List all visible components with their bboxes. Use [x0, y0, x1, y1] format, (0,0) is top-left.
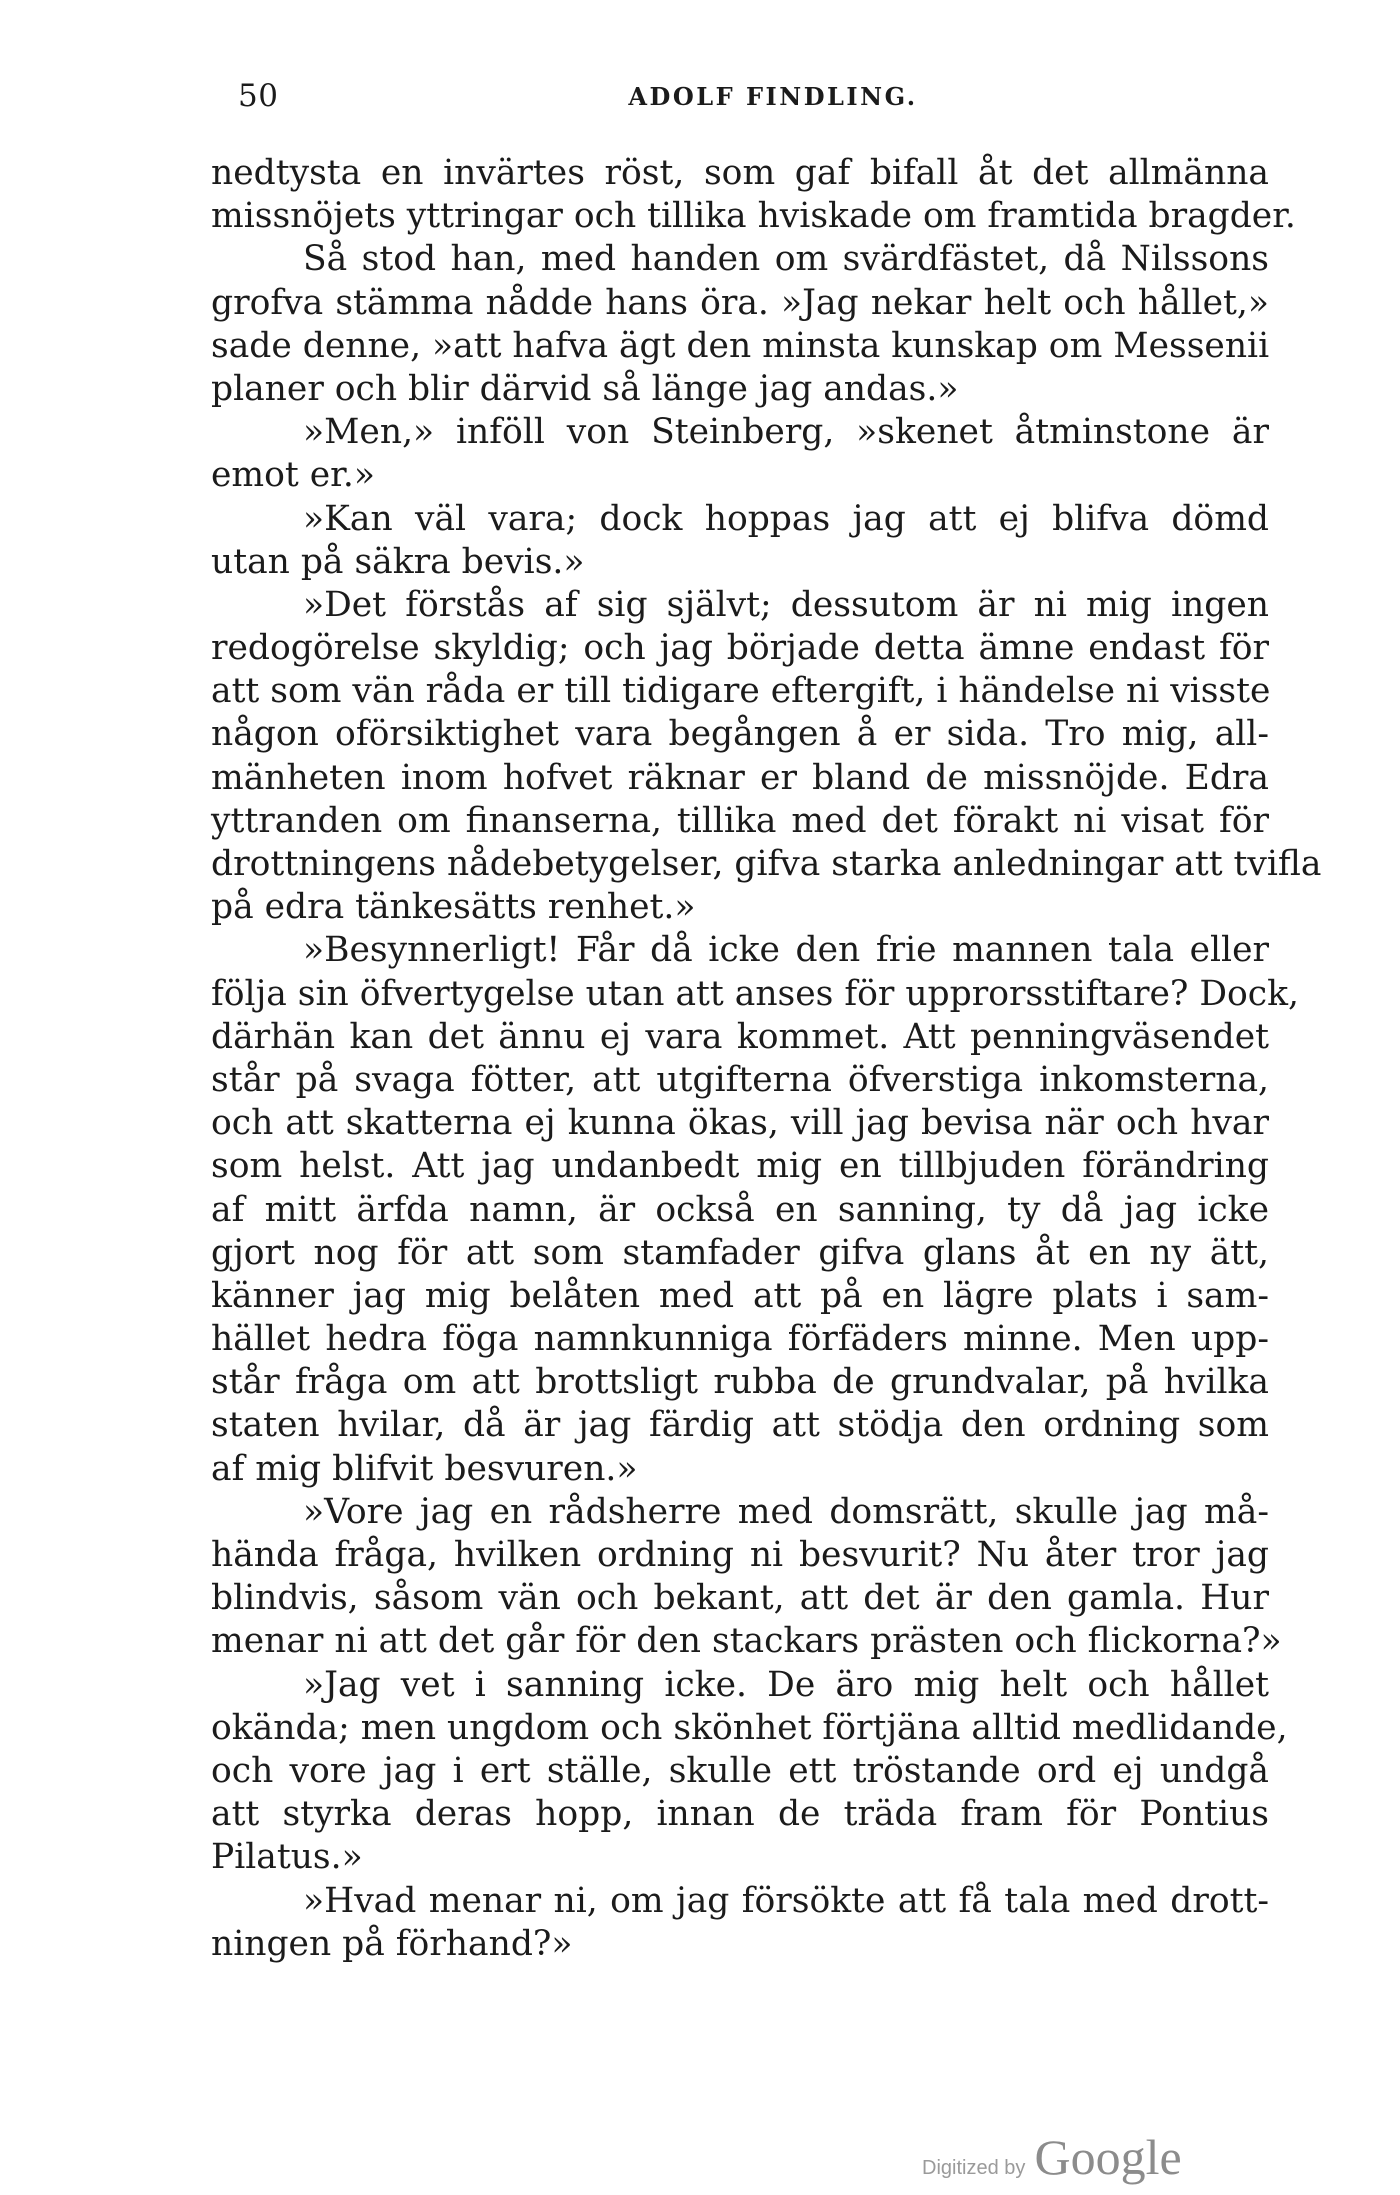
- text-line: planer och blir därvid så länge jag andas.»: [211, 368, 959, 409]
- text-line: »Men,» inföll von Steinberg, »skenet åtminstone är: [303, 412, 1269, 453]
- text-line: hället hedra föga namnkunniga förfäders minne. Men upp-: [211, 1319, 1269, 1360]
- text-line: »Hvad menar ni, om jag försökte att få tala med drott-: [303, 1880, 1269, 1921]
- text-line: missnöjets yttringar och tillika hviskade om framtida bragder.: [211, 196, 1296, 237]
- text-line: emot er.»: [211, 455, 375, 496]
- text-line: mänheten inom hofvet räknar er bland de missnöjde. Edra: [211, 757, 1269, 798]
- text-line: som helst. Att jag undanbedt mig en tillbjuden förändring: [211, 1146, 1269, 1187]
- text-line: att styrka deras hopp, innan de träda fram för Pontius: [211, 1794, 1269, 1835]
- text-line: yttranden om finanserna, tillika med det förakt ni visat för: [211, 800, 1269, 841]
- text-line: grofva stämma nådde hans öra. »Jag nekar helt och hållet,»: [211, 282, 1269, 323]
- text-line: »Kan väl vara; dock hoppas jag att ej blifva dömd: [303, 498, 1269, 539]
- text-line: okända; men ungdom och skönhet förtjäna alltid medlidande,: [211, 1707, 1288, 1748]
- running-title: ADOLF FINDLING.: [628, 82, 918, 111]
- text-line: på edra tänkesätts renhet.»: [211, 887, 696, 928]
- text-line: af mitt ärfda namn, är också en sanning, ty då jag icke: [211, 1189, 1269, 1230]
- text-line: drottningens nådebetygelser, gifva starka anledningar att tvifla: [211, 844, 1322, 884]
- text-line: »Besynnerligt! Får då icke den frie mannen tala eller: [303, 930, 1269, 971]
- google-logo: Google: [1034, 2129, 1182, 2185]
- text-line: utan på säkra bevis.»: [211, 541, 585, 582]
- text-line: och vore jag i ert ställe, skulle ett tröstande ord ej undgå: [211, 1750, 1269, 1791]
- text-line: Så stod han, med handen om svärdfästet, då Nilssons: [303, 239, 1269, 280]
- body-text: [211, 152, 1322, 1966]
- running-head: [238, 78, 1268, 128]
- digitized-by-label: Digitized by: [922, 2157, 1026, 2179]
- text-line: nedtysta en invärtes röst, som gaf bifall åt det allmänna: [211, 153, 1269, 193]
- text-line: följa sin öfvertygelse utan att anses för upprorsstiftare? Dock,: [211, 973, 1299, 1014]
- text-line: att som vän råda er till tidigare eftergift, i händelse ni visste: [211, 671, 1271, 712]
- text-line: redogörelse skyldig; och jag började detta ämne endast för: [211, 628, 1269, 669]
- text-line: »Jag vet i sanning icke. De äro mig helt och hållet: [303, 1664, 1269, 1705]
- text-line: af mig blifvit besvuren.»: [211, 1448, 638, 1489]
- text-line: Pilatus.»: [211, 1837, 363, 1878]
- text-line: och att skatterna ej kunna ökas, vill jag bevisa när och hvar: [211, 1103, 1269, 1144]
- text-line: »Det förstås af sig självt; dessutom är ni mig ingen: [303, 584, 1269, 625]
- text-line: menar ni att det går för den stackars prästen och flickorna?»: [211, 1621, 1282, 1662]
- text-line: sade denne, »att hafva ägt den minsta kunskap om Messenii: [211, 325, 1270, 366]
- text-line: ningen på förhand?»: [211, 1923, 573, 1964]
- text-line: står på svaga fötter, att utgifterna öfverstiga inkomsterna,: [211, 1059, 1269, 1100]
- digitized-watermark: [922, 2128, 1182, 2188]
- text-line: hända fråga, hvilken ordning ni besvurit? Nu åter tror jag: [211, 1535, 1269, 1575]
- text-line: någon oförsiktighet vara begången å er sida. Tro mig, all-: [211, 714, 1269, 755]
- text-line: står fråga om att brottsligt rubba de grundvalar, på hvilka: [211, 1362, 1269, 1403]
- text-line: blindvis, såsom vän och bekant, att det är den gamla. Hur: [211, 1578, 1269, 1619]
- text-line: gjort nog för att som stamfader gifva glans åt en ny ätt,: [211, 1232, 1269, 1273]
- text-line: känner jag mig belåten med att på en lägre plats i sam-: [211, 1275, 1269, 1316]
- page-number: 50: [238, 78, 279, 114]
- text-line: »Vore jag en rådsherre med domsrätt, skulle jag må-: [303, 1491, 1269, 1532]
- text-line: staten hvilar, då är jag färdig att stödja den ordning som: [211, 1405, 1269, 1446]
- text-line: därhän kan det ännu ej vara kommet. Att penningväsendet: [211, 1016, 1269, 1057]
